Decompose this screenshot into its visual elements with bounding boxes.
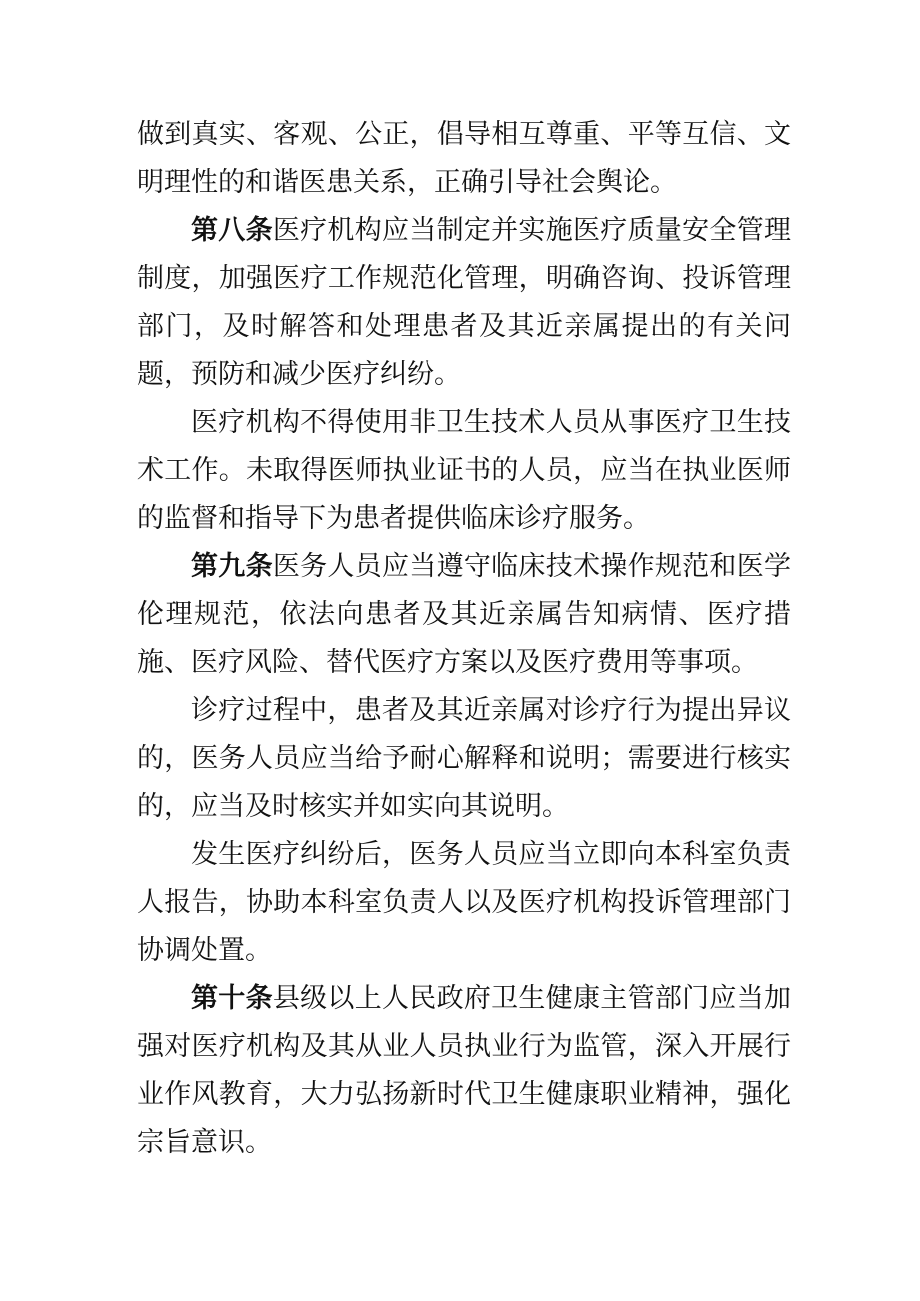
paragraph-article-8-clause-2 [137,399,791,543]
paragraph-article-9 [137,543,791,687]
article-heading: 第八条 [191,215,273,246]
paragraph-article-9-clause-3 [137,831,791,975]
paragraph-article-9-clause-2 [137,687,791,831]
paragraph-text: 医疗机构应当制定并实施医疗质量安全管理制度，加强医疗工作规范化管理，明确咨询、投诉管理部门，及时解答和处理患者及其近亲属提出的有关问题，预防和减少医疗纠纷。 [137,215,792,390]
article-heading: 第九条 [191,551,273,582]
document-body [137,111,791,1167]
paragraph-text: 县级以上人民政府卫生健康主管部门应当加强对医疗机构及其从业人员执业行为监管，深入开展行业作风教育，大力弘扬新时代卫生健康职业精神，强化宗旨意识。 [137,983,792,1158]
paragraph-continuation [137,111,791,207]
paragraph-text: 医疗机构不得使用非卫生技术人员从事医疗卫生技术工作。未取得医师执业证书的人员，应当在执业医师的监督和指导下为患者提供临床诊疗服务。 [137,407,791,534]
article-heading: 第十条 [191,983,273,1014]
paragraph-text: 诊疗过程中，患者及其近亲属对诊疗行为提出异议的，医务人员应当给予耐心解释和说明；需要进行核实的，应当及时核实并如实向其说明。 [137,695,791,822]
paragraph-text: 做到真实、客观、公正，倡导相互尊重、平等互信、文明理性的和谐医患关系，正确引导社会舆论。 [137,119,791,198]
paragraph-text: 医务人员应当遵守临床技术操作规范和医学伦理规范，依法向患者及其近亲属告知病情、医疗措施、医疗风险、替代医疗方案以及医疗费用等事项。 [137,551,792,678]
paragraph-article-10 [137,975,791,1167]
paragraph-article-8 [137,207,791,399]
paragraph-text: 发生医疗纠纷后，医务人员应当立即向本科室负责人报告，协助本科室负责人以及医疗机构投诉管理部门协调处置。 [137,839,791,966]
